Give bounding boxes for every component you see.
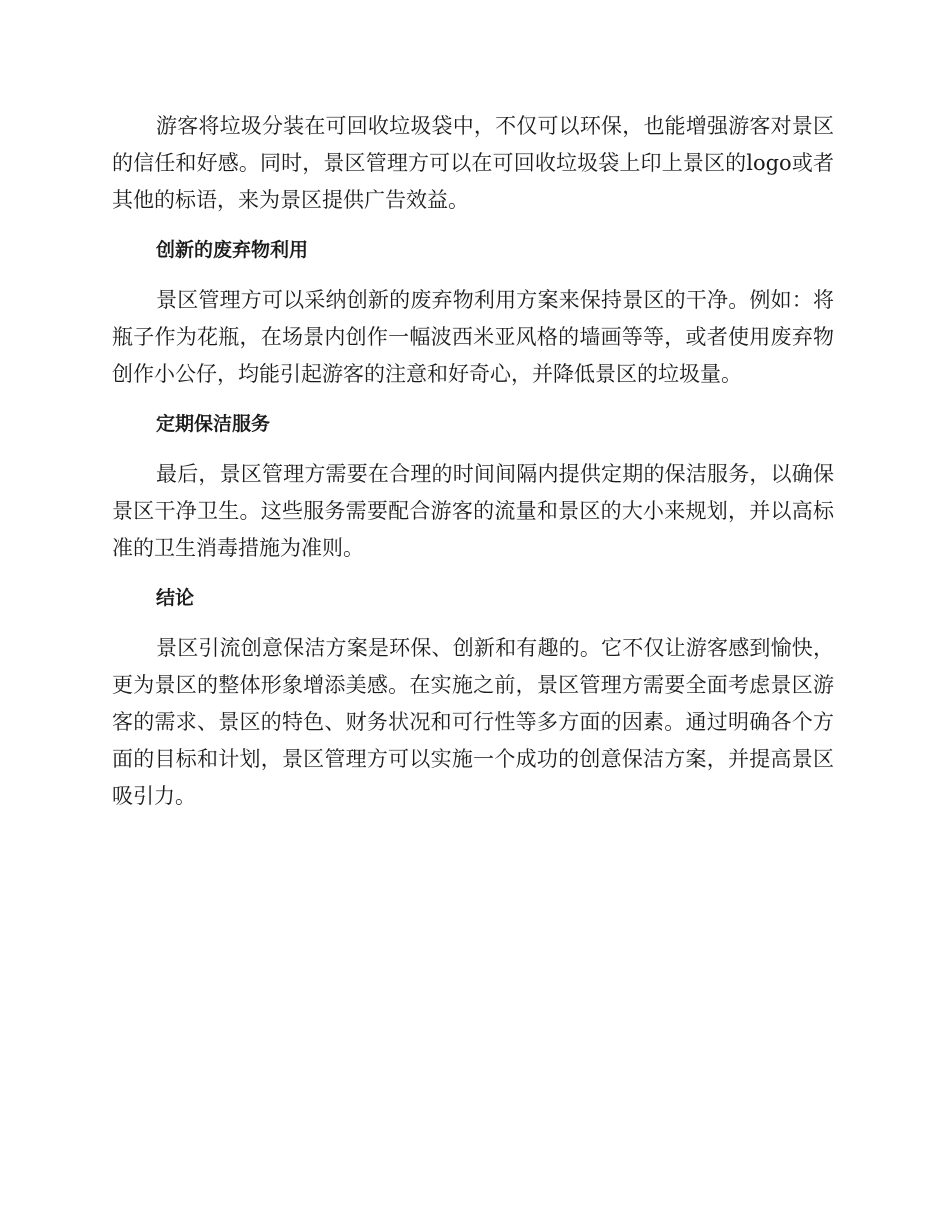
paragraph-waste-reuse: 景区管理方可以采纳创新的废弃物利用方案来保持景区的干净。例如：将瓶子作为花瓶，在场景内创作一幅波西米亚风格的墙画等等，或者使用废弃物创作小公仔，均能引起游客的注意和好奇心，并降低景区的垃圾量。 (112, 288, 834, 386)
paragraph-recycling-bags: 游客将垃圾分装在可回收垃圾袋中，不仅可以环保，也能增强游客对景区的信任和好感。同时，景区管理方可以在可回收垃圾袋上印上景区的logo或者其他的标语，来为景区提供广告效益。 (112, 114, 834, 212)
heading-conclusion: 结论 (156, 587, 195, 609)
heading-waste-reuse: 创新的废弃物利用 (156, 239, 309, 261)
paragraph-conclusion: 景区引流创意保洁方案是环保、创新和有趣的。它不仅让游客感到愉快，更为景区的整体形象增添美感。在实施之前，景区管理方需要全面考虑景区游客的需求、景区的特色、财务状况和可行性等多方面的因素。通过明确各个方面的目标和计划，景区管理方可以实施一个成功的创意保洁方案，并提高景区吸引力。 (112, 636, 834, 808)
paragraph-regular-cleaning: 最后，景区管理方需要在合理的时间间隔内提供定期的保洁服务，以确保景区干净卫生。这些服务需要配合游客的流量和景区的大小来规划，并以高标准的卫生消毒措施为准则。 (112, 462, 834, 560)
heading-regular-cleaning: 定期保洁服务 (156, 413, 271, 435)
document-body (112, 108, 834, 828)
